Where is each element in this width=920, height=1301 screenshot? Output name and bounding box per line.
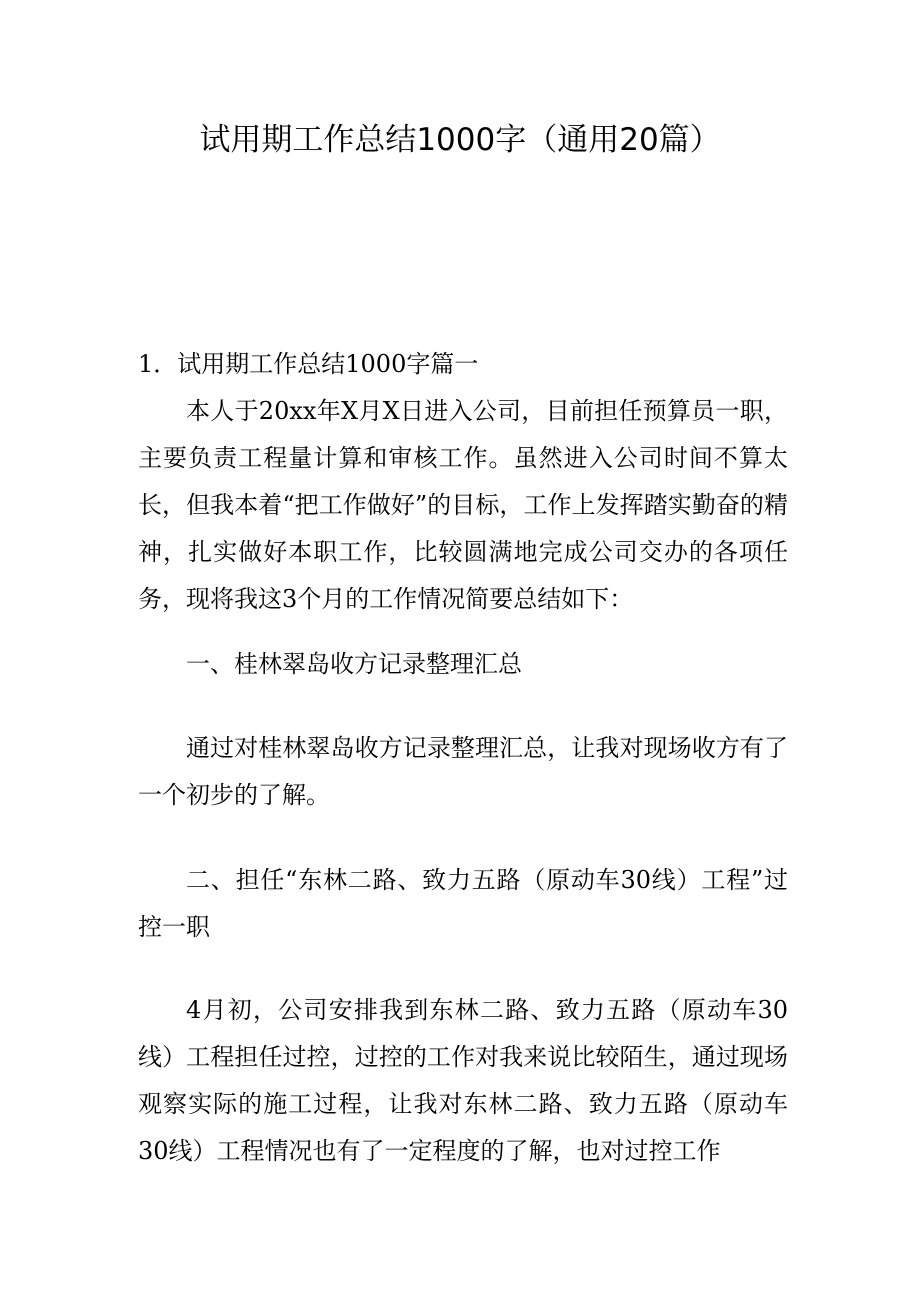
document-title: 试用期工作总结1000字（通用20篇） — [199, 122, 721, 158]
paragraph-records-summary: 通过对桂林翠岛收方记录整理汇总，让我对现场收方有了一个初步的了解。 — [138, 734, 788, 809]
paragraph-process-control: 4月初，公司安排我到东林二路、致力五路（原动车30线）工程担任过控，过控的工作对我来说比较陌生，通过现场观察实际的施工过程，让我对东林二路、致力五路（原动车30线）工程情况也有了一定程度的了解，也对过控工作 — [138, 996, 788, 1165]
paragraph-subheading-2: 二、担任“东林二路、致力五路（原动车30线）工程”过控一职 — [138, 866, 788, 941]
paragraph-subheading-1: 一、桂林翠岛收方记录整理汇总 — [186, 650, 522, 678]
section-heading: 1．试用期工作总结1000字篇一 — [138, 350, 479, 378]
paragraph-intro: 本人于20xx年X月X日进入公司，目前担任预算员一职，主要负责工程量计算和审核工作。虽然进入公司时间不算太长，但我本着“把工作做好”的目标，工作上发挥踏实勤奋的精神，扎实做好本职工作，比较圆满地完成公司交办的各项任务，现将我这3个月的工作情况简要总结如下： — [138, 397, 788, 613]
